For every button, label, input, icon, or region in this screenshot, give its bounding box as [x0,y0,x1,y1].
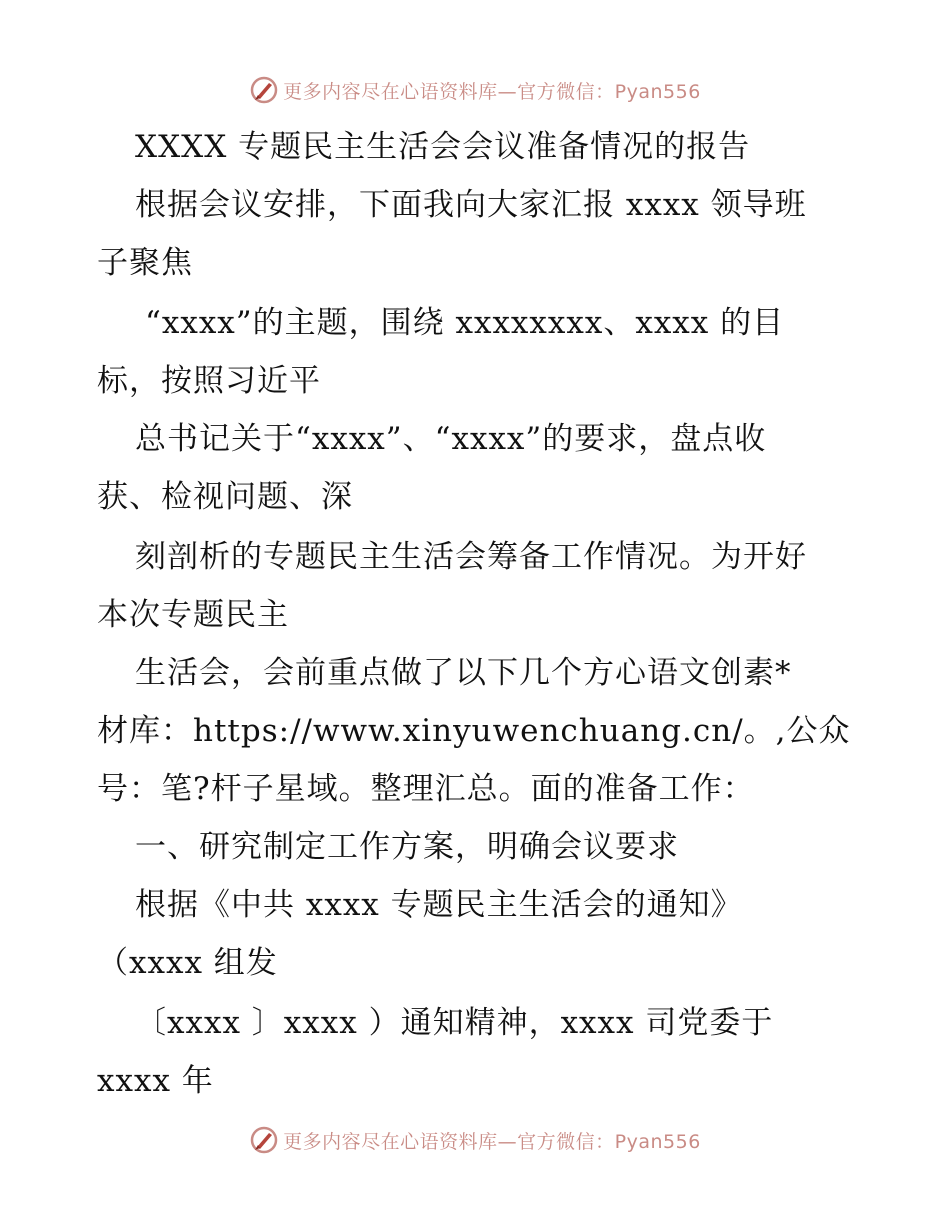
quill-pen-logo-icon [249,1125,279,1155]
paragraph-line: 本次专题民主 [97,597,289,633]
paragraph-line: 材库：https://www.xinyuwenchuang.cn/。,公众 [97,713,851,749]
paragraph-line: 刻剖析的专题民主生活会筹备工作情况。为开好 [135,539,807,575]
section-heading: 一、研究制定工作方案，明确会议要求 [135,829,679,865]
paragraph-line: 获、检视问题、深 [97,479,353,515]
document-title: XXXX 专题民主生活会会议准备情况的报告 [135,129,751,165]
watermark-text: 更多内容尽在心语资料库—官方微信：Pyan556 [283,80,701,103]
watermark-text: 更多内容尽在心语资料库—官方微信：Pyan556 [283,1130,701,1153]
paragraph-line: “xxxx”的主题，围绕 xxxxxxxx、xxxx 的目 [145,305,785,341]
paragraph-line: 标，按照习近平 [97,363,321,399]
paragraph-line: 根据会议安排，下面我向大家汇报 xxxx 领导班 [135,187,807,223]
paragraph-line: 号：笔?杆子星域。整理汇总。面的准备工作： [97,771,755,807]
paragraph-line: （xxxx 组发 [97,945,278,981]
watermark-footer [0,1120,950,1160]
paragraph-line: 根据《中共 xxxx 专题民主生活会的通知》 [135,887,743,923]
paragraph-line: 总书记关于“xxxx”、“xxxx”的要求，盘点收 [135,421,767,457]
paragraph-line: 子聚焦 [97,245,193,281]
paragraph-line: xxxx 年 [97,1063,214,1099]
paragraph-line: 生活会，会前重点做了以下几个方心语文创素* [135,655,792,691]
paragraph-line: 〔xxxx 〕xxxx ）通知精神，xxxx 司党委于 [135,1005,774,1041]
